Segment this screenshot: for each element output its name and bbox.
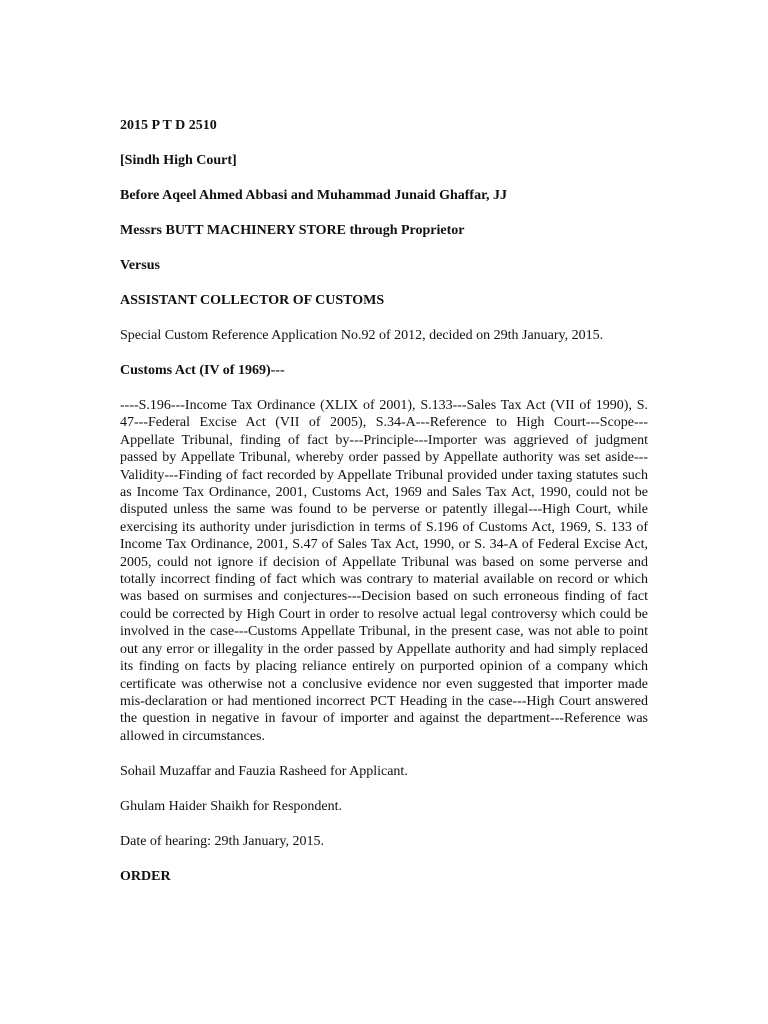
petitioner: Messrs BUTT MACHINERY STORE through Proprietor [120,223,465,238]
applicant-counsel: Sohail Muzaffar and Fauzia Rasheed for Applicant. [120,764,408,780]
bench: Before Aqeel Ahmed Abbasi and Muhammad Junaid Ghaffar, JJ [120,188,508,203]
versus: Versus [120,258,160,273]
court-name: [Sindh High Court] [120,153,237,168]
document-page [120,118,648,885]
headnote-paragraph: ----S.196---Income Tax Ordinance (XLIX of 2001), S.133---Sales Tax Act (VII of 1990), S. 47---Federal Excise Act (VII of 2005), S.34-A---Reference to High Court---Scope---Appellate Tribunal, finding of fact by---Principle---Importer was aggrieved of judgment passed by Appellate Tribunal, whereby order passed by Appellate authority was set aside---Validity---Finding of fact recorded by Appellate Tribunal provided under taxing statutes such as Income Tax Ordinance, 2001, Customs Act, 1969 and Sales Tax Act, 1990, could not be disputed unless the same was found to be perverse or patently illegal---High Court, while exercising its authority under jurisdiction in terms of S.196 of Customs Act, 1969, S. 133 of Income Tax Ordinance, 2001, S.47 of Sales Tax Act, 1990, or S. 34-A of Federal Excise Act, 2005, could not ignore if decision of Appellate Tribunal was based on some perverse and totally incorrect finding of fact which was contrary to material available on record or which was based on surmises and conjectures---Decision based on such erroneous finding of fact could be corrected by High Court in order to resolve actual legal controversy which could be involved in the case---Customs Appellate Tribunal, in the present case, was not able to point out any error or illegality in the order passed by Appellate authority and had simply replaced its finding on facts by placing reliance entirely on purported opinion of a company which certificate was otherwise not a conclusive evidence nor even suggested that importer made mis-declaration or had mentioned incorrect PCT Heading in the case---High Court answered the question in negative in favour of importer and against the department---Reference was allowed in circumstances. [120,398,648,744]
respondent: ASSISTANT COLLECTOR OF CUSTOMS [120,293,385,308]
order-heading: ORDER [120,869,171,885]
respondent-counsel: Ghulam Haider Shaikh for Respondent. [120,799,343,815]
citation: 2015 P T D 2510 [120,118,217,133]
statute-heading: Customs Act (IV of 1969)--- [120,363,285,378]
case-reference: Special Custom Reference Application No.92 of 2012, decided on 29th January, 2015. [120,328,604,343]
hearing-date: Date of hearing: 29th January, 2015. [120,834,324,850]
